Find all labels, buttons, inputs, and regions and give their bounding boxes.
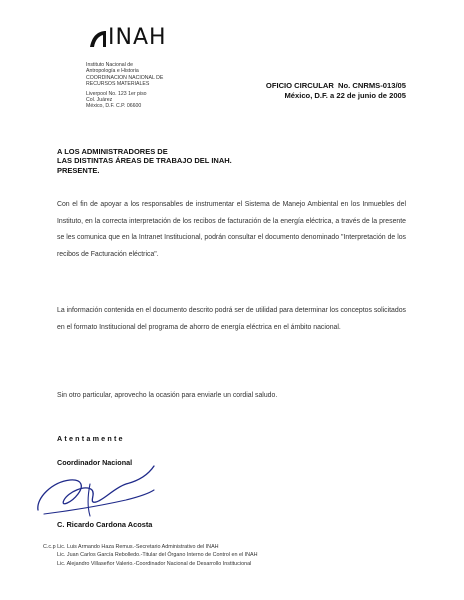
department-line1: COORDINACION NACIONAL DE	[86, 74, 164, 81]
addressee-line3: PRESENTE.	[57, 165, 100, 175]
cc-line-3: Lic. Alejandro Villaseñor Valerio.-Coordinador Nacional de Desarrollo Institucional	[57, 560, 252, 567]
addressee-line1: A LOS ADMINISTRADORES DE	[57, 147, 168, 156]
institution-name-line2: Antropología e Historia	[86, 68, 139, 75]
body-paragraph-1: Con el fin de apoyar a los responsables de instrumentar el Sistema de Manejo Ambiental en los Inmuebles del Instituto, en la correcta interpretación de los recibos de facturación de la energía eléctrica, a través de la presente se les comunica que en la Intranet Institucional, podrán consultar el documento denominado "Interpretación de los recibos de Facturación eléctrica".	[57, 201, 406, 258]
address-line2: Col. Juárez	[86, 96, 113, 103]
logo-wordmark: INAH	[108, 25, 167, 50]
body-paragraph-3: Sin otro particular, aprovecho la ocasión para enviarle un cordial saludo.	[57, 392, 278, 399]
cc-line-2: Lic. Juan Carlos García Rebolledo.-Titular del Órgano Interno de Control en el INAH	[57, 552, 258, 559]
cc-list	[43, 543, 258, 568]
circular-header	[266, 81, 406, 100]
addressee-line2: LAS DISTINTAS ÁREAS DE TRABAJO DEL INAH.	[57, 156, 232, 166]
closing-salutation: Atentamente	[57, 434, 125, 443]
signer-role: Coordinador Nacional	[57, 458, 133, 467]
signer-name: C. Ricardo Cardona Acosta	[57, 520, 153, 529]
cc-line-1: C.c.p Lic. Luis Armando Haza Remus.-Secretario Administrativo del INAH	[43, 544, 219, 550]
department-line2: RECURSOS MATERIALES	[86, 80, 150, 87]
address-line3: México, D.F. C.P. 06600	[86, 103, 142, 110]
circular-date: México, D.F. a 22 de junio de 2005	[284, 90, 406, 100]
institution-block	[86, 62, 216, 110]
handwritten-signature	[30, 454, 165, 524]
institution-name-line1: Instituto Nacional de	[86, 62, 134, 68]
addressee-block	[57, 147, 232, 175]
circular-number: OFICIO CIRCULAR No. CNRMS-013/05	[265, 81, 406, 90]
body-paragraph-2: La información contenida en el documento descrito podrá ser de utilidad para determinar los conceptos solicitados en el formato Institucional del programa de ahorro de energía eléctrica en el ámbito nacional.	[57, 307, 406, 331]
address-line1: Liverpool No. 123 1er piso	[86, 90, 147, 97]
